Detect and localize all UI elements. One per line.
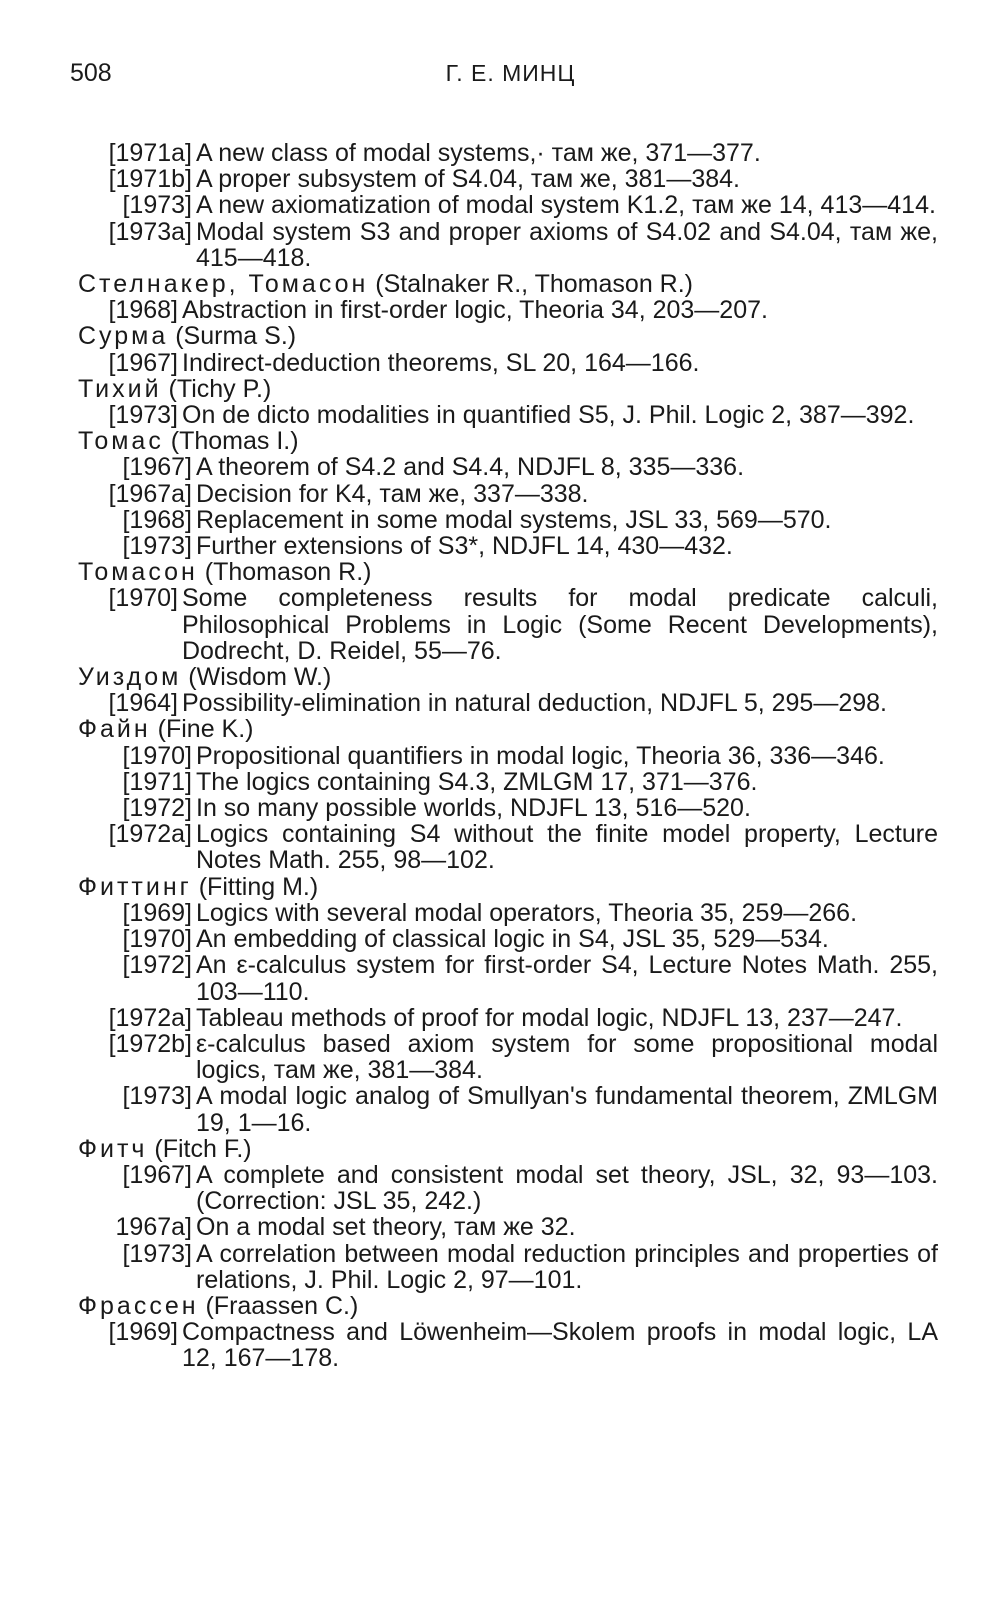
- reference-text: A correlation between modal reduction principles and properties of relations, J. Phil. Logic 2, 97—101.: [196, 1239, 938, 1294]
- reference-key: [1972b]: [108, 1029, 192, 1058]
- reference-text: Some completeness results for modal predicate calculi, Philosophical Problems in Logic (Some Recent Developments), Dodrecht, D. Reidel, 55—76.: [182, 584, 938, 665]
- reference-entry: [78, 454, 938, 480]
- reference-entry: [78, 743, 938, 769]
- reference-key: [1973]: [122, 532, 192, 561]
- reference-entry: [78, 219, 938, 271]
- reference-key: [1964]: [108, 689, 178, 718]
- author-heading: [78, 1293, 938, 1319]
- author-name: Уиздом: [78, 663, 182, 692]
- author-name: Томасон: [78, 558, 198, 587]
- reference-text: An embedding of classical logic in S4, JSL 35, 529—534.: [196, 925, 829, 954]
- reference-text: On de dicto modalities in quantified S5, J. Phil. Logic 2, 387—392.: [182, 401, 915, 430]
- page-number: 508: [70, 59, 112, 87]
- reference-text: ε-calculus based axiom system for some propositional modal logics, там же, 381—384.: [196, 1029, 938, 1085]
- reference-entry: [78, 192, 938, 218]
- reference-entry: [78, 507, 938, 533]
- reference-key: [1968]: [122, 505, 192, 534]
- reference-key: [1968]: [108, 296, 178, 325]
- reference-text: A new class of modal systems,· там же, 371—377.: [196, 139, 761, 167]
- reference-key: [1973]: [108, 401, 178, 430]
- reference-entry: [78, 690, 938, 716]
- reference-key: [1969]: [122, 898, 192, 927]
- author-name: Фитч: [78, 1134, 148, 1163]
- reference-key: 1967a]: [115, 1213, 192, 1242]
- running-title: Г. Е. МИНЦ: [445, 60, 576, 86]
- reference-entry: [78, 1162, 938, 1214]
- page-header: [70, 60, 951, 94]
- reference-entry: [78, 1319, 938, 1371]
- reference-text: A proper subsystem of S4.04, там же, 381—384.: [196, 165, 740, 194]
- reference-key: [1973]: [122, 1239, 192, 1268]
- author-latin-name: (Surma S.): [175, 322, 297, 351]
- reference-key: [1970]: [108, 584, 178, 613]
- author-latin-name: (Thomas I.): [170, 427, 299, 456]
- reference-text: Decision for K4, там же, 337—338.: [196, 479, 589, 508]
- reference-text: Possibility-elimination in natural deduction, NDJFL 5, 295—298.: [182, 689, 887, 718]
- reference-text: A modal logic analog of Smullyan's fundamental theorem, ZMLGM 19, 1—16.: [196, 1082, 938, 1137]
- author-latin-name: (Fitch F.): [154, 1134, 252, 1163]
- reference-text: Logics containing S4 without the finite model property, Lecture Notes Math. 255, 98—102.: [196, 820, 938, 875]
- reference-entry: [78, 900, 938, 926]
- author-heading: [78, 664, 938, 690]
- reference-entry: [78, 297, 938, 323]
- reference-key: [1967]: [108, 348, 178, 377]
- author-latin-name: (Fitting M.): [198, 872, 319, 901]
- reference-text: The logics containing S4.3, ZMLGM 17, 371—376.: [196, 767, 758, 796]
- author-name: Стелнакер, Томасон: [78, 270, 369, 299]
- reference-entry: [78, 769, 938, 795]
- reference-text: An ε-calculus system for first-order S4, Lecture Notes Math. 255, 103—110.: [196, 951, 938, 1006]
- author-heading: [78, 874, 938, 900]
- reference-key: [1971]: [122, 767, 192, 796]
- reference-text: On a modal set theory, там же 32.: [196, 1213, 576, 1242]
- reference-key: [1972a]: [108, 820, 192, 849]
- reference-key: [1967a]: [108, 479, 192, 508]
- reference-key: [1973]: [122, 191, 192, 220]
- reference-key: [1972]: [122, 951, 192, 980]
- author-name: Фрассен: [78, 1291, 199, 1320]
- reference-key: [1972a]: [108, 1003, 192, 1032]
- author-name: Тихий: [78, 374, 162, 403]
- reference-key: [1970]: [122, 925, 192, 954]
- reference-entry: [78, 1214, 938, 1240]
- reference-text: Logics with several modal operators, Theoria 35, 259—266.: [196, 898, 858, 927]
- reference-text: A complete and consistent modal set theory, JSL, 32, 93—103. (Correction: JSL 35, 242.): [196, 1160, 938, 1216]
- author-latin-name: (Stalnaker R., Thomason R.): [375, 270, 693, 299]
- reference-entry: [78, 1083, 938, 1135]
- author-heading: [78, 271, 938, 297]
- reference-text: Compactness and Löwenheim—Skolem proofs in modal logic, LA 12, 167—178.: [182, 1318, 938, 1373]
- reference-text: Indirect-deduction theorems, SL 20, 164—166.: [182, 348, 700, 377]
- reference-key: [1971b]: [108, 165, 192, 194]
- author-heading: [78, 559, 938, 585]
- reference-text: Modal system S3 and proper axioms of S4.02 and S4.04, там же, 415—418.: [196, 217, 938, 272]
- author-heading: [78, 1136, 938, 1162]
- reference-entry: [78, 821, 938, 873]
- author-name: Томас: [78, 427, 164, 456]
- reference-key: [1970]: [122, 741, 192, 770]
- author-heading: [78, 428, 938, 454]
- reference-key: [1969]: [108, 1318, 178, 1347]
- author-name: Сурма: [78, 322, 169, 351]
- reference-entry: [78, 533, 938, 559]
- reference-text: Tableau methods of proof for modal logic, NDJFL 13, 237—247.: [196, 1003, 903, 1032]
- author-latin-name: (Thomason R.): [204, 558, 372, 587]
- reference-entry: [78, 795, 938, 821]
- author-name: Файн: [78, 715, 151, 744]
- bibliography-list: [78, 140, 938, 1372]
- reference-key: [1971a]: [108, 139, 192, 167]
- reference-entry: [78, 952, 938, 1004]
- reference-entry: [78, 926, 938, 952]
- reference-text: A new axiomatization of modal system K1.2, там же 14, 413—414.: [196, 191, 936, 220]
- reference-entry: [78, 1031, 938, 1083]
- reference-text: Replacement in some modal systems, JSL 33, 569—570.: [196, 505, 832, 534]
- author-name: Фиттинг: [78, 872, 192, 901]
- reference-entry: [78, 481, 938, 507]
- author-heading: [78, 323, 938, 349]
- reference-entry: [78, 585, 938, 664]
- author-latin-name: (Tichy P.): [168, 374, 272, 403]
- reference-text: Propositional quantifiers in modal logic, Theoria 36, 336—346.: [196, 741, 885, 770]
- reference-entry: [78, 166, 938, 192]
- reference-entry: [78, 402, 938, 428]
- reference-entry: [78, 350, 938, 376]
- reference-entry: [78, 1005, 938, 1031]
- reference-text: Further extensions of S3*, NDJFL 14, 430—432.: [196, 532, 733, 561]
- reference-key: [1973a]: [108, 217, 192, 246]
- author-heading: [78, 376, 938, 402]
- reference-key: [1973]: [122, 1082, 192, 1111]
- reference-key: [1967]: [122, 1160, 192, 1189]
- author-heading: [78, 716, 938, 742]
- author-latin-name: (Fine K.): [157, 715, 254, 744]
- author-latin-name: (Fraassen C.): [205, 1291, 359, 1320]
- reference-text: Abstraction in first-order logic, Theoria 34, 203—207.: [182, 296, 768, 325]
- reference-entry: [78, 1241, 938, 1293]
- reference-key: [1972]: [122, 794, 192, 823]
- reference-text: In so many possible worlds, NDJFL 13, 516—520.: [196, 794, 751, 823]
- author-latin-name: (Wisdom W.): [188, 663, 332, 692]
- reference-text: A theorem of S4.2 and S4.4, NDJFL 8, 335—336.: [196, 453, 745, 482]
- reference-key: [1967]: [122, 453, 192, 482]
- reference-entry: [78, 140, 938, 166]
